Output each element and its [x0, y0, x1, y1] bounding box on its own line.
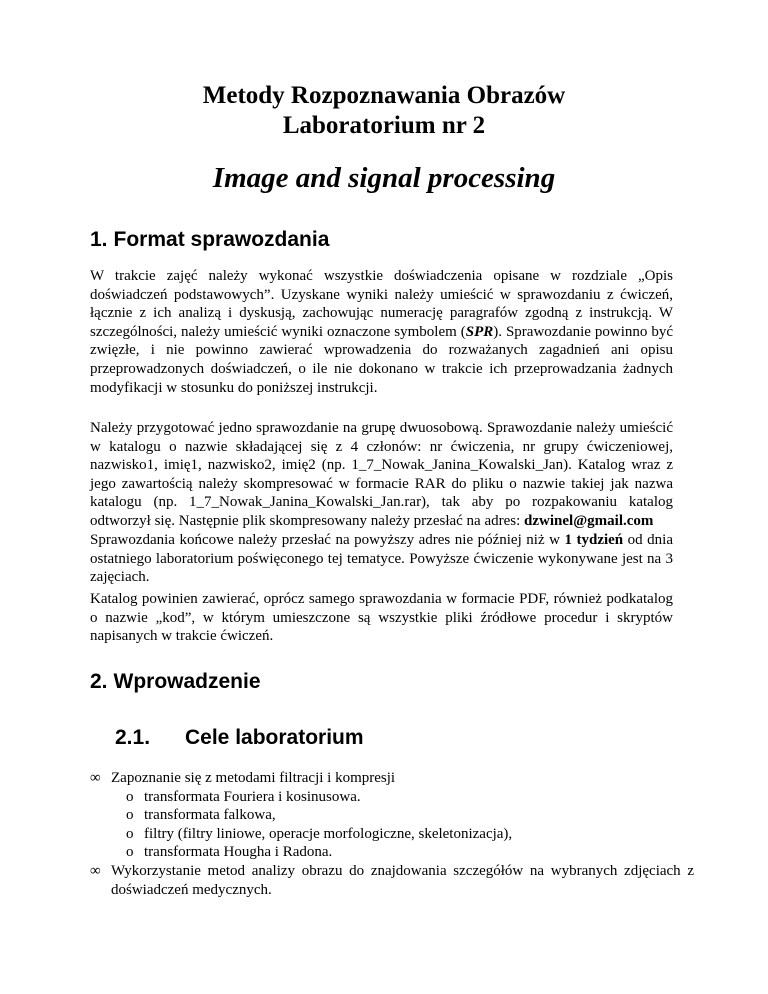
section-2-title: Wprowadzenie: [113, 670, 261, 693]
goals-list: [90, 769, 694, 899]
list-item: [90, 769, 690, 788]
subsection-2-1-heading: [115, 725, 364, 751]
p3-text-a: Sprawozdania końcowe należy przesłać na powyższy adres nie później niż w: [90, 532, 565, 548]
list-item: [90, 862, 694, 899]
section-1-paragraph-2: [90, 419, 673, 531]
section-1-paragraph-3: [90, 531, 673, 587]
p1-text-a: W trakcie zajęć należy wykonać wszystkie doświadczenia opisane w rozdziale „Opis doświadczeń podstawowych”. Uzyskane wyniki należy umieścić w sprawozdaniu z ćwiczeń, łącznie z ich analizą i dyskusją, zachowując numerację paragrafów zgodną z instrukcją. W szczególności, należy umieścić wyniki oznaczone symbolem (: [90, 268, 673, 340]
document-title: [0, 81, 768, 141]
sub-list-item-text: transformata Fouriera i kosinusowa.: [144, 788, 361, 805]
circle-bullet-icon: o: [126, 807, 134, 824]
circle-bullet-icon: o: [126, 825, 134, 842]
email-address: dzwinel@gmail.com: [524, 512, 654, 529]
p1-text-b: ). Sprawozdanie powinno być zwięzłe, i nie powinno zawierać wprowadzenia do rozważanych zagadnień ani opisu przeprowadzonych doświadczeń, o ile nie dokonano w trakcie ich przeprowadzania żadnych modyfikacji w stosunku do poniższej instrukcji.: [90, 323, 674, 396]
circle-bullet-icon: o: [126, 844, 134, 861]
document-subtitle: Image and signal processing: [212, 162, 556, 194]
section-1-paragraph-4: Katalog powinien zawierać, oprócz samego sprawozdania w formacie PDF, również podkatalog o nazwie „kod”, w którym umieszczone są wszystkie pliki źródłowe procedur i skryptów napisanych w trakcie ćwiczeń.: [90, 591, 673, 645]
p3-text-b: od dnia ostatniego laboratorium poświęconego tej tematyce. Powyższe ćwiczenie wykonywane jest na 3 zajęciach.: [90, 532, 674, 586]
sub-list-item: [90, 843, 690, 862]
sub-list-item: [90, 806, 690, 825]
title-line-2: Laboratorium nr 2: [282, 112, 486, 139]
spr-symbol: SPR: [465, 323, 494, 340]
infinity-bullet-icon: ∞: [90, 862, 101, 879]
sub-list-item-text: transformata falkowa,: [144, 807, 276, 824]
section-1-number: 1.: [90, 228, 108, 251]
sub-list-item-text: filtry (filtry liniowe, operacje morfologiczne, skeletonizacja),: [144, 825, 513, 842]
section-2-heading: [90, 669, 261, 695]
subsection-2-1-title: Cele laboratorium: [185, 726, 364, 749]
sub-list-item: [90, 825, 690, 844]
circle-bullet-icon: o: [126, 788, 134, 805]
subsection-2-1-number: 2.1.: [115, 726, 151, 749]
section-1-title: Format sprawozdania: [113, 228, 330, 251]
list-item-text: Wykorzystanie metod analizy obrazu do znajdowania szczegółów na wybranych zdjęciach z doświadczeń medycznych.: [111, 862, 694, 898]
section-1-heading: [90, 227, 329, 253]
section-2-number: 2.: [90, 670, 108, 693]
list-item-text: Zapoznanie się z metodami filtracji i kompresji: [111, 770, 396, 786]
infinity-bullet-icon: ∞: [90, 770, 101, 786]
p2-text: Należy przygotować jedno sprawozdanie na grupę dwuosobową. Sprawozdanie należy umieścić w katalogu o nazwie składającej się z 4 członów: nr ćwiczenia, nr grupy ćwiczeniowej, nazwisko1, imię1, nazwisko2, imię2 (np. 1_7_Nowak_Janina_Kowalski_Jan). Katalog wraz z jego zawartością należy skompresować w formacie RAR do pliku o nazwie takiej jak nazwa katalogu (np. 1_7_Nowak_Janina_Kowalski_Jan.rar), tak aby po rozpakowaniu katalog odtworzył się. Następnie plik skompresowany należy przesłać na adres:: [90, 420, 673, 529]
sub-list-item-text: transformata Hougha i Radona.: [144, 844, 333, 861]
deadline: 1 tydzień: [564, 532, 624, 548]
section-1-paragraph-1: [90, 267, 673, 397]
title-line-1: Metody Rozpoznawania Obrazów: [202, 82, 566, 109]
sub-list-item: [90, 788, 690, 807]
